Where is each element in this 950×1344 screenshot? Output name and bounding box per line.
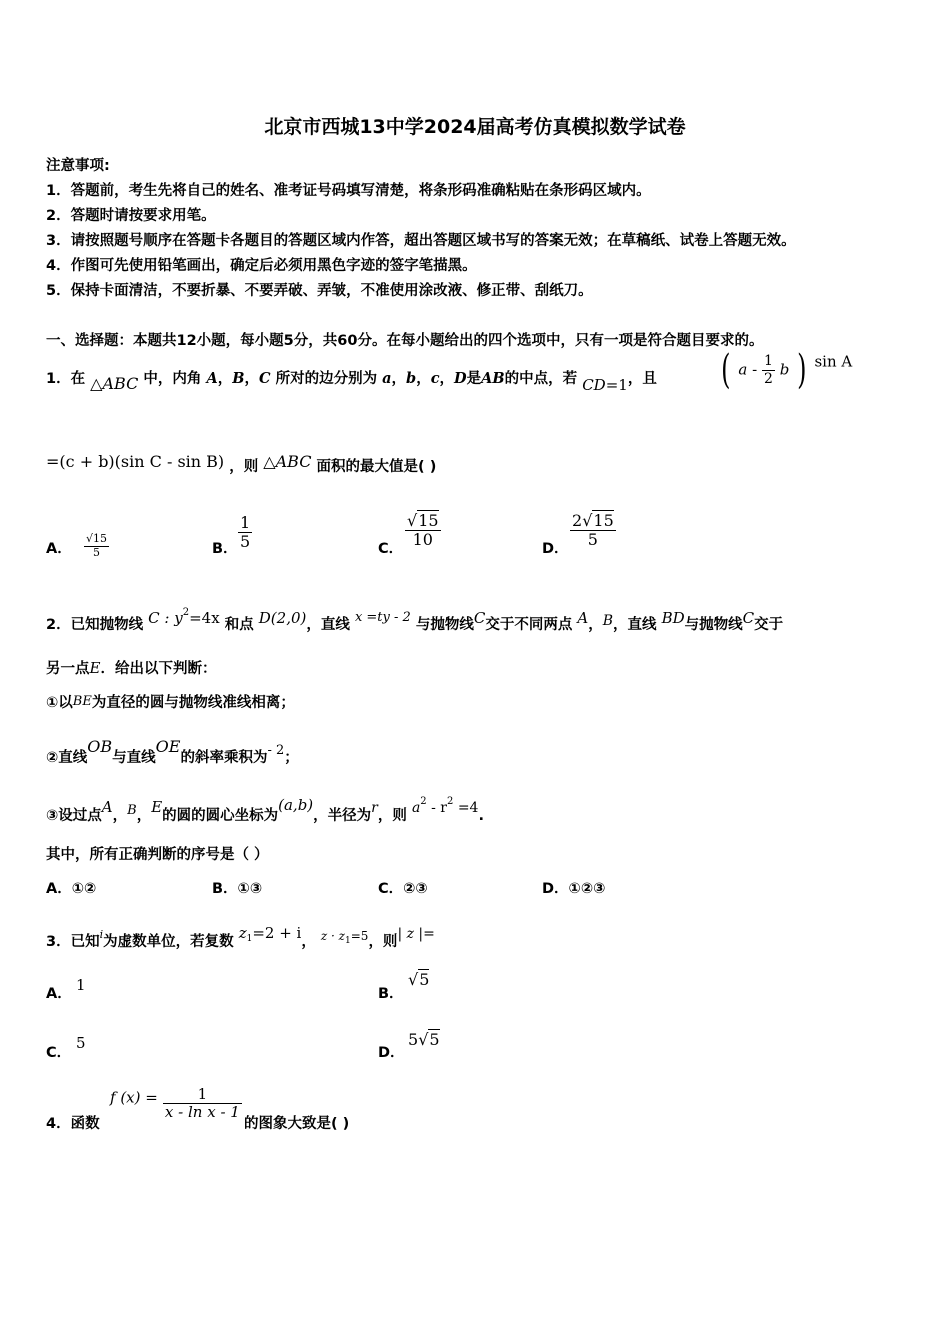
notice-heading: 注意事项:: [46, 158, 110, 174]
q2-point-d: D(2,0): [258, 609, 307, 627]
q2-sep: ，: [112, 808, 128, 824]
q2-text: ．给出以下判断：: [100, 661, 217, 677]
q2-text: .: [478, 808, 484, 824]
q2-text: ，直线: [613, 617, 657, 633]
q1-text: 中，内角: [143, 371, 202, 387]
q4-number: 4．函数: [46, 1116, 100, 1132]
q2-b: B: [127, 803, 137, 818]
q1-condition-formula: [718, 347, 853, 393]
q3-option-d-label[interactable]: D．: [378, 1045, 405, 1061]
q1-option-b-label[interactable]: B．: [212, 541, 238, 557]
q2-line-eq: x =ty - 2: [354, 610, 411, 625]
q1-cd-value: =1: [605, 376, 628, 394]
q4-function: [110, 1086, 242, 1122]
q1-option-a-num: √15: [86, 532, 108, 545]
q3-option-b-radicand: 5: [419, 970, 430, 989]
q2-oe: OE: [155, 737, 181, 756]
q2-c: C: [742, 609, 755, 627]
q1-sina: sin A: [814, 352, 853, 371]
q2-be: BE: [72, 694, 92, 709]
notice-item: 2．答题时请按要求用笔。: [46, 208, 216, 224]
q2-text: ，直线: [306, 617, 350, 633]
q1-angle-a: A: [206, 370, 218, 387]
q4-text: 的图象大致是( ): [244, 1116, 350, 1132]
q1-side-a: a: [382, 370, 392, 387]
q1-text: 面积的最大值是( ): [316, 459, 437, 475]
q2-text: 和点: [224, 617, 254, 633]
q2-text: 与抛物线: [415, 617, 474, 633]
q1-angle-c: C: [258, 370, 271, 387]
notice-item: 4．作图可先使用铅笔画出，确定后必须用黑色字迹的签字笔描黑。: [46, 258, 477, 274]
q2-ob: OB: [87, 737, 113, 756]
q1-cond-a: a: [738, 360, 748, 379]
q1-cond-minus: -: [752, 360, 758, 379]
q2-e: E: [89, 659, 101, 677]
q1-text: 是: [466, 371, 482, 387]
q2-radius: r: [371, 800, 378, 816]
q2-text: ，则: [377, 808, 407, 824]
q2-sep: ，: [588, 617, 603, 633]
question-1-line-2: [46, 452, 436, 476]
q2-equation: $a^2 - r^2 =4$: [411, 796, 479, 816]
q3-product: z · z1=5: [320, 929, 369, 946]
q1-option-b-value: [238, 514, 252, 552]
q1-option-d-label[interactable]: D．: [542, 541, 569, 557]
q2-b: B: [602, 613, 614, 629]
q2-text: 另一点: [46, 661, 90, 677]
question-2-line-1: [46, 607, 783, 634]
question-1-line-1: 1．在 △ABC 中，内角 A，B，C 所对的边分别为 a，b，c，D是AB的中点，若 CD=1，且: [46, 370, 657, 394]
q1-rhs-formula: =(c + b)(sin C - sin B): [46, 452, 225, 471]
q2-text: 与抛物线: [684, 617, 743, 633]
q1-option-a-den: 5: [93, 545, 100, 559]
right-paren: ): [797, 347, 807, 393]
q1-option-a-fraction: [84, 533, 109, 559]
q3-sep: ，: [301, 934, 316, 950]
q4-fraction: [163, 1086, 242, 1122]
q2-a: A: [577, 609, 589, 627]
q1-side-b: b: [406, 370, 417, 387]
q1-text: ，且: [627, 371, 657, 387]
question-4: [46, 1112, 100, 1133]
q3-abs: | z |=: [397, 926, 435, 942]
q2-option-b[interactable]: B．①③: [212, 881, 263, 897]
q3-option-a-value: 1: [76, 976, 86, 994]
q2-text: 为直径的圆与抛物线准线相离；: [91, 695, 295, 711]
q1-option-d-coef: 2: [572, 511, 583, 530]
q2-option-a[interactable]: A．①②: [46, 881, 97, 897]
q2-question: 其中，所有正确判断的序号是（ ）: [46, 847, 269, 863]
q3-text: 为虚数单位，若复数: [103, 934, 234, 950]
q2-center: (a,b): [278, 796, 314, 814]
q1-option-d-value: [570, 512, 616, 550]
q2-text: 与直线: [112, 750, 156, 766]
q2-text: 的斜率乘积为: [180, 750, 268, 766]
q1-triangle: △ABC: [263, 452, 312, 471]
q1-side-c: c: [430, 370, 440, 387]
q2-e: E: [151, 798, 163, 816]
q3-option-d-value: 5√5: [408, 1030, 440, 1049]
notice-item: 5．保持卡面清洁，不要折暴、不要弄破、弄皱，不准使用涂改液、修正带、刮纸刀。: [46, 283, 593, 299]
q1-text: 所对的边分别为: [275, 371, 378, 387]
q1-option-c-den: 10: [412, 530, 433, 550]
q1-option-c-label[interactable]: C．: [378, 541, 404, 557]
question-2-line-2: [46, 657, 216, 678]
q1-option-c-num: 15: [418, 511, 439, 530]
q2-text: 交于: [754, 617, 784, 633]
q3-option-b-value: √5: [408, 970, 430, 989]
q1-text: ，则: [229, 459, 259, 475]
q2-text: 的圆的圆心坐标为: [162, 808, 279, 824]
q1-option-a-value: [84, 533, 109, 559]
q1-half-den: 2: [763, 370, 773, 387]
q1-option-b-num: 1: [240, 513, 251, 532]
left-paren: (: [721, 347, 731, 393]
q1-segment-ab: AB: [481, 370, 505, 387]
q2-text: ②直线: [46, 750, 88, 766]
q2-text: ③设过点: [46, 808, 102, 824]
q2-number: 2．已知抛物线: [46, 617, 144, 633]
q2-sep: ，: [136, 808, 152, 824]
q4-numerator: 1: [163, 1086, 242, 1104]
q1-half-num: 1: [763, 353, 773, 370]
q1-option-d-den: 5: [587, 530, 598, 550]
q1-triangle: △ABC: [90, 374, 139, 393]
q3-number: 3．已知: [46, 934, 100, 950]
q2-text: ；: [284, 750, 299, 766]
q4-fx: f (x) =: [110, 1088, 158, 1107]
q2-c: C: [473, 609, 486, 627]
q1-point-d: D: [454, 370, 467, 387]
q1-number: 1．在: [46, 371, 86, 387]
q3-option-d-coef: 5: [408, 1030, 419, 1049]
q3-option-c-value: 5: [76, 1034, 86, 1052]
q3-option-c-label[interactable]: C．: [46, 1045, 72, 1061]
q1-half-fraction: [762, 353, 775, 386]
q4-denominator: x - ln x - 1: [164, 1103, 240, 1122]
q3-text: ，则: [368, 934, 398, 950]
q1-cd: CD: [582, 376, 606, 394]
q2-option-c[interactable]: C．②③: [378, 881, 428, 897]
q3-i: i: [99, 928, 104, 941]
q3-option-b-label[interactable]: B．: [378, 986, 404, 1002]
q2-option-d[interactable]: D．①②③: [542, 881, 606, 897]
q2-slope-product: - 2: [267, 743, 285, 758]
q2-judgement-2: [46, 737, 299, 767]
q2-judgement-3: [46, 796, 484, 825]
q1-option-b-fraction: [238, 514, 252, 552]
q2-text: ①以: [46, 695, 73, 711]
q2-parabola: C : $y^2=4x$: [148, 607, 220, 627]
q2-a: A: [101, 798, 113, 816]
q2-text: 交于不同两点: [485, 617, 573, 633]
q3-z1: $z_1=2 + i$: [238, 924, 302, 944]
q1-option-c-fraction: $\frac{√15}{10}$: [407, 511, 439, 550]
q3-option-a-label[interactable]: A．: [46, 986, 72, 1002]
notice-item: 3．请按照题号顺序在答题卡各题目的答题区域内作答，超出答题区域书写的答案无效；在草稿纸、试卷上答题无效。: [46, 233, 796, 249]
q1-option-c-value: [405, 512, 441, 550]
q2-text: ，半径为: [313, 808, 372, 824]
q2-judgement-1: [46, 691, 295, 712]
q1-text: 的中点，若: [504, 371, 578, 387]
q2-bd: BD: [661, 609, 685, 627]
q1-option-a-label[interactable]: A．: [46, 541, 72, 557]
section-heading: 一、选择题：本题共12小题，每小题5分，共60分。在每小题给出的四个选项中，只有一项是符合题目要求的。: [46, 333, 764, 349]
q3-option-d-radicand: 5: [429, 1030, 440, 1049]
notice-item: 1．答题前，考生先将自己的姓名、准考证号码填写清楚，将条形码准确粘贴在条形码区域内。: [46, 183, 651, 199]
q1-cond-b: b: [779, 360, 790, 379]
q1-option-d-num: 15: [593, 511, 614, 530]
q1-option-d-fraction: $\frac{2√15}{5}$: [572, 511, 614, 550]
question-3: [46, 924, 435, 951]
q1-option-b-den: 5: [240, 532, 251, 552]
q1-angle-b: B: [232, 370, 245, 387]
page-title: 北京市西城13中学2024届高考仿真模拟数学试卷: [264, 116, 686, 138]
